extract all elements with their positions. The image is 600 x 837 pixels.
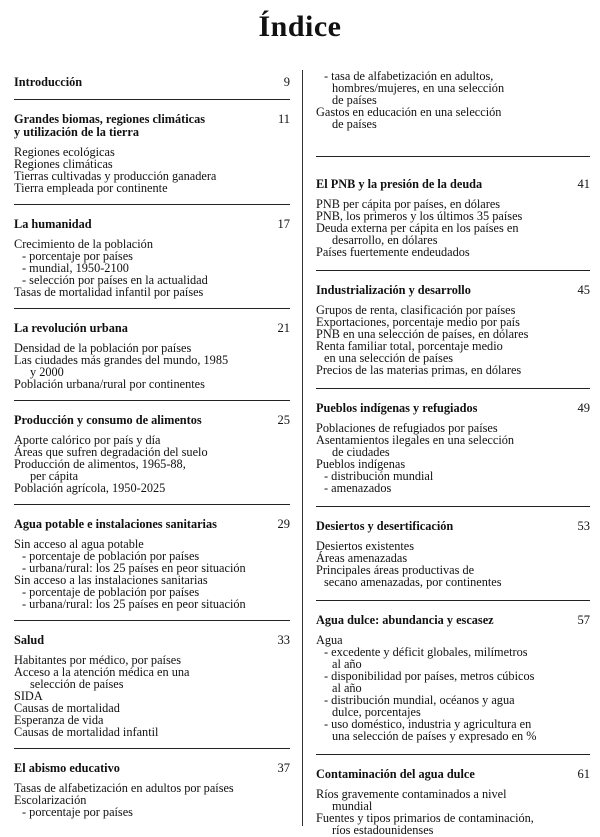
- column-divider: [302, 70, 303, 826]
- toc-section: [14, 762, 290, 818]
- toc-left-column: [14, 70, 290, 818]
- toc-entry: - urbana/rural: los 25 países en peor situación: [22, 597, 246, 611]
- toc-section: [14, 414, 290, 505]
- toc-entry: Crecimiento de la población: [14, 237, 153, 251]
- toc-entry: y 2000: [30, 365, 64, 379]
- toc-entry: Habitantes por médico, por países: [14, 653, 181, 667]
- toc-section: [14, 322, 290, 401]
- section-title: Desiertos y desertificación: [316, 519, 454, 533]
- toc-entry: una selección de países y expresado en %: [332, 729, 537, 743]
- section-heading: [14, 113, 290, 139]
- toc-entry: Desiertos existentes: [316, 539, 415, 553]
- toc-entry: PNB en una selección de países, en dólares: [316, 327, 529, 341]
- toc-entry: Ríos gravemente contaminados a nivel: [316, 787, 507, 801]
- toc-entry: Poblaciones de refugiados por países: [316, 421, 498, 435]
- toc-section: [14, 70, 290, 100]
- toc-entry: Principales áreas productivas de: [316, 563, 475, 577]
- section-entries: [14, 782, 290, 818]
- toc-section: [14, 218, 290, 309]
- section-entries: [14, 238, 290, 298]
- toc-entry: PNB per cápita por países, en dólares: [316, 197, 501, 211]
- section-entries: [316, 422, 590, 494]
- page-number: 41: [577, 177, 590, 191]
- toc-entry: - urbana/rural: los 25 países en peor situación: [22, 561, 246, 575]
- page-number: 57: [577, 613, 590, 627]
- toc-section: [14, 113, 290, 205]
- page-number: 33: [277, 633, 290, 647]
- section-title: El PNB y la presión de la deuda: [316, 177, 483, 191]
- toc-entry: SIDA: [14, 689, 43, 703]
- page-number: 9: [283, 75, 290, 89]
- section-heading: [14, 76, 290, 89]
- section-entries: [316, 540, 590, 588]
- toc-entry: Agua: [316, 633, 343, 647]
- section-heading: [14, 322, 290, 335]
- section-entries: [14, 434, 290, 494]
- section-heading: [14, 414, 290, 427]
- section-heading: [14, 634, 290, 647]
- section-entries: [14, 538, 290, 610]
- section-entries: [316, 634, 590, 742]
- page-number: 29: [277, 517, 290, 531]
- toc-entry: Asentamientos ilegales en una selección: [316, 433, 515, 447]
- section-title: Pueblos indígenas y refugiados: [316, 401, 478, 415]
- toc-entry: Densidad de la población por países: [14, 341, 192, 355]
- section-entries: [14, 146, 290, 194]
- toc-entry: - amenazados: [324, 481, 392, 495]
- toc-entry: Áreas amenazadas: [316, 551, 408, 565]
- toc-section: [316, 520, 590, 601]
- toc-entry: dulce, porcentajes: [332, 705, 421, 719]
- page-number: 61: [577, 767, 590, 781]
- toc-entry: Precios de las materias primas, en dólares: [316, 363, 522, 377]
- toc-section: [14, 634, 290, 749]
- toc-entry: - porcentaje por países: [22, 249, 133, 263]
- section-title: La revolución urbana: [14, 321, 128, 335]
- toc-entry: Producción de alimentos, 1965-88,: [14, 457, 186, 471]
- toc-entry: Acceso a la atención médica en una: [14, 665, 190, 679]
- section-title: Producción y consumo de alimentos: [14, 413, 202, 427]
- toc-entry: Deuda externa per cápita en los países en: [316, 221, 519, 235]
- section-title: Grandes biomas, regiones climáticas y utilización de la tierra: [14, 112, 206, 139]
- toc-section: [316, 170, 590, 271]
- toc-entry: hombres/mujeres, en una selección: [332, 81, 505, 95]
- toc-entry: Tasas de alfabetización en adultos por países: [14, 781, 234, 795]
- section-title: Agua dulce: abundancia y escasez: [316, 613, 494, 627]
- toc-entry: de ciudades: [332, 445, 390, 459]
- toc-entry: al año: [332, 681, 362, 695]
- toc-entry: Tierra empleada por continente: [14, 181, 168, 195]
- toc-entry: Áreas que sufren degradación del suelo: [14, 445, 208, 459]
- toc-right-column: [316, 70, 590, 836]
- section-heading: [316, 614, 590, 627]
- section-title: Salud: [14, 633, 45, 647]
- toc-entry: Sin acceso a las instalaciones sanitarias: [14, 573, 208, 587]
- page-title: Índice: [258, 10, 342, 43]
- toc-entry: Fuentes y tipos primarios de contaminación,: [316, 811, 534, 825]
- page-number: 17: [277, 217, 290, 231]
- toc-entry: Tasas de mortalidad infantil por países: [14, 285, 204, 299]
- toc-section: [316, 284, 590, 389]
- toc-entry: - porcentaje de población por países: [22, 549, 200, 563]
- toc-entry: Causas de mortalidad infantil: [14, 725, 159, 739]
- section-title: Industrialización y desarrollo: [316, 283, 471, 297]
- page-number: 53: [577, 519, 590, 533]
- toc-entry: Las ciudades más grandes del mundo, 1985: [14, 353, 229, 367]
- toc-entry: Sin acceso al agua potable: [14, 537, 144, 551]
- toc-entry: - disponibilidad por países, metros cúbicos: [324, 669, 535, 683]
- section-heading: [14, 218, 290, 231]
- toc-entry: selección de países: [30, 677, 124, 691]
- toc-entry: Tierras cultivadas y producción ganadera: [14, 169, 217, 183]
- section-title: Contaminación del agua dulce: [316, 767, 475, 781]
- page-number: 49: [577, 401, 590, 415]
- page-number: 37: [277, 761, 290, 775]
- section-title: Agua potable e instalaciones sanitarias: [14, 517, 217, 531]
- toc-entry: en una selección de países: [324, 351, 454, 365]
- toc-entry: - tasa de alfabetización en adultos,: [324, 69, 494, 83]
- section-entries: [316, 198, 590, 258]
- section-entries: [14, 342, 290, 390]
- section-heading: [316, 284, 590, 297]
- toc-section: [316, 768, 590, 836]
- page-number: 11: [277, 112, 290, 126]
- toc-entry: Regiones ecológicas: [14, 145, 115, 159]
- toc-entry: desarrollo, en dólares: [332, 233, 438, 247]
- toc-entry: - uso doméstico, industria y agricultura en: [324, 717, 532, 731]
- toc-entry: - distribución mundial: [324, 469, 434, 483]
- toc-entry: per cápita: [30, 469, 79, 483]
- page-number: 45: [577, 283, 590, 297]
- toc-entry: Población agrícola, 1950-2025: [14, 481, 166, 495]
- section-title: Introducción: [14, 75, 83, 89]
- toc-entry: Aporte calórico por país y día: [14, 433, 161, 447]
- toc-entry: - porcentaje de población por países: [22, 585, 200, 599]
- section-title: La humanidad: [14, 217, 92, 231]
- section-entries: [316, 788, 590, 836]
- toc-entry: secano amenazadas, por continentes: [324, 575, 502, 589]
- section-heading: [316, 768, 590, 781]
- toc-entry: Grupos de renta, clasificación por países: [316, 303, 516, 317]
- section-heading: [316, 178, 590, 191]
- section-heading: [14, 518, 290, 531]
- toc-entry: Esperanza de vida: [14, 713, 104, 727]
- toc-entry: Pueblos indígenas: [316, 457, 406, 471]
- page-number: 21: [277, 321, 290, 335]
- continued-entries: [316, 70, 590, 157]
- toc-section: [14, 518, 290, 621]
- toc-entry: Renta familiar total, porcentaje medio: [316, 339, 503, 353]
- toc-entry: - selección por países en la actualidad: [22, 273, 208, 287]
- toc-entry: de países: [332, 93, 377, 107]
- toc-entry: Población urbana/rural por continentes: [14, 377, 205, 391]
- section-title: El abismo educativo: [14, 761, 120, 775]
- toc-entry: - excedente y déficit globales, milímetros: [324, 645, 528, 659]
- toc-entry: ríos estadounidenses: [332, 823, 434, 837]
- toc-entry: Gastos en educación en una selección: [316, 105, 502, 119]
- section-heading: [316, 520, 590, 533]
- section-heading: [316, 402, 590, 415]
- page-number: 25: [277, 413, 290, 427]
- toc-entry: Regiones climáticas: [14, 157, 113, 171]
- section-entries: [14, 654, 290, 738]
- toc-entry: Causas de mortalidad: [14, 701, 120, 715]
- toc-entry: - mundial, 1950-2100: [22, 261, 129, 275]
- toc-entry: PNB, los primeros y los últimos 35 países: [316, 209, 523, 223]
- toc-entry: al año: [332, 657, 362, 671]
- toc-entry: Exportaciones, porcentaje medio por país: [316, 315, 520, 329]
- toc-entry: de países: [332, 117, 377, 131]
- toc-entry: - porcentaje por países: [22, 805, 133, 819]
- toc-section: [316, 402, 590, 507]
- toc-entry: Escolarización: [14, 793, 87, 807]
- toc-entry: - distribución mundial, océanos y agua: [324, 693, 515, 707]
- toc-section: [316, 614, 590, 755]
- toc-entry: Países fuertemente endeudados: [316, 245, 470, 259]
- toc-entry: mundial: [332, 799, 373, 813]
- section-heading: [14, 762, 290, 775]
- section-entries: [316, 304, 590, 376]
